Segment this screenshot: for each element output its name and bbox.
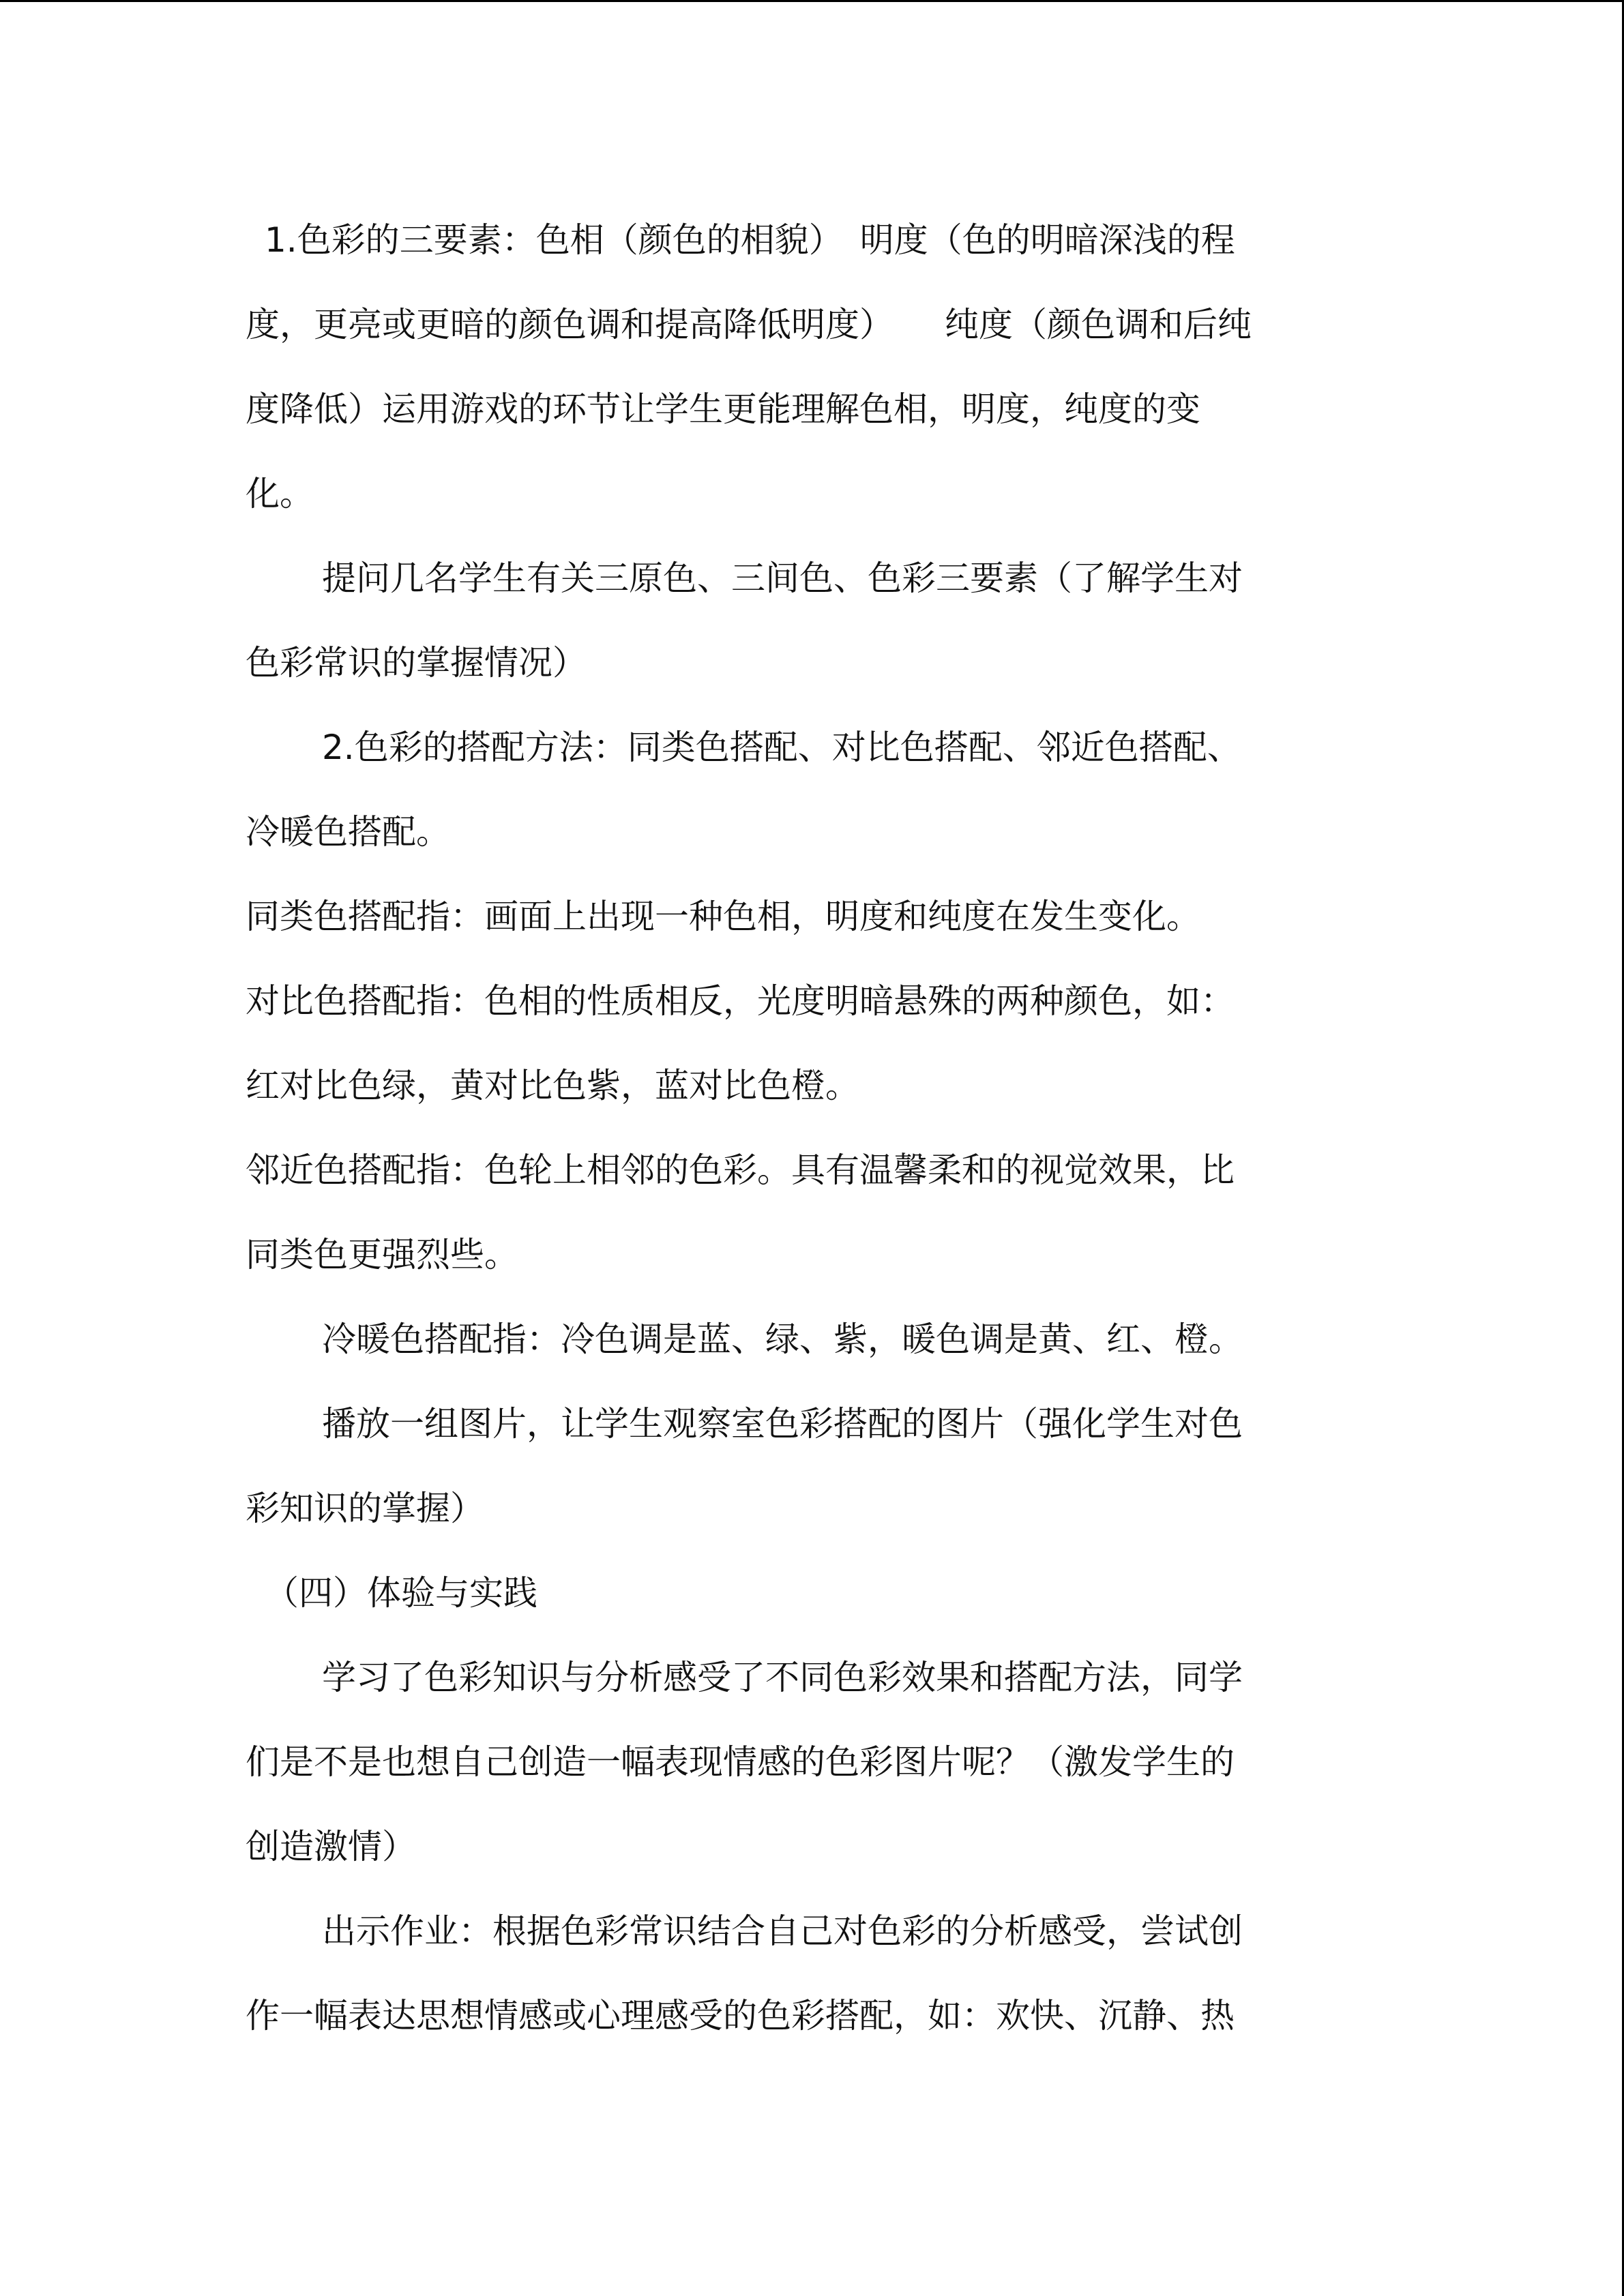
text-line: 对比色搭配指：色相的性质相反，光度明暗悬殊的两种颜色，如：	[246, 981, 1235, 1021]
text-line: （四）体验与实践	[265, 1573, 537, 1613]
text-line: 2.色彩的搭配方法：同类色搭配、对比色搭配、邻近色搭配、	[322, 728, 1241, 767]
paragraph-create-color-picture	[246, 1635, 1391, 1889]
text-line: 1.色彩的三要素：色相（颜色的相貌） 明度（色的明暗深浅的程	[265, 220, 1235, 260]
paragraph-color-matching-methods	[246, 705, 1391, 874]
text-line: 作一幅表达思想情感或心理感受的色彩搭配，如：欢快、沉静、热	[246, 1996, 1235, 2036]
paragraph-color-three-elements	[246, 198, 1391, 536]
text-line: 创造激情）	[246, 1827, 416, 1866]
text-line: 出示作业：根据色彩常识结合自己对色彩的分析感受，尝试创	[322, 1911, 1243, 1951]
text-line: 度降低）运用游戏的环节让学生更能理解色相，明度，纯度的变	[246, 389, 1200, 429]
document-body	[246, 198, 1391, 2058]
text-line: 提问几名学生有关三原色、三间色、色彩三要素（了解学生对	[322, 558, 1243, 598]
paragraph-warm-cool-color	[246, 1297, 1391, 1382]
section-heading-experience-practice	[246, 1551, 1391, 1635]
text-line: 冷暖色搭配指：冷色调是蓝、绿、紫，暖色调是黄、红、橙。	[322, 1320, 1243, 1359]
text-line: 红对比色绿，黄对比色紫，蓝对比色橙。	[246, 1066, 859, 1105]
text-line: 冷暖色搭配。	[246, 812, 450, 852]
paragraph-assignment	[246, 1889, 1391, 2058]
text-line: 彩知识的掌握）	[246, 1489, 484, 1528]
paragraph-adjacent-color	[246, 1128, 1391, 1297]
text-line: 学习了色彩知识与分析感受了不同色彩效果和搭配方法，同学	[322, 1658, 1243, 1697]
text-line: 色彩常识的掌握情况）	[246, 643, 587, 683]
page-top-border	[0, 0, 1624, 2]
text-line: 度，更亮或更暗的颜色调和提高降低明度） 纯度（颜色调和后纯	[246, 305, 1252, 344]
paragraph-show-pictures	[246, 1382, 1391, 1551]
paragraph-question-students	[246, 536, 1391, 705]
text-line: 们是不是也想自己创造一幅表现情感的色彩图片呢？（激发学生的	[246, 1742, 1235, 1782]
text-line: 同类色搭配指：画面上出现一种色相，明度和纯度在发生变化。	[246, 897, 1200, 936]
text-line: 同类色更强烈些。	[246, 1235, 518, 1274]
text-line: 邻近色搭配指：色轮上相邻的色彩。具有温馨柔和的视觉效果，比	[246, 1150, 1235, 1190]
paragraph-contrast-color	[246, 959, 1391, 1128]
text-line: 播放一组图片，让学生观察室色彩搭配的图片（强化学生对色	[322, 1404, 1243, 1444]
paragraph-similar-color	[246, 874, 1391, 959]
text-line: 化。	[246, 474, 314, 513]
